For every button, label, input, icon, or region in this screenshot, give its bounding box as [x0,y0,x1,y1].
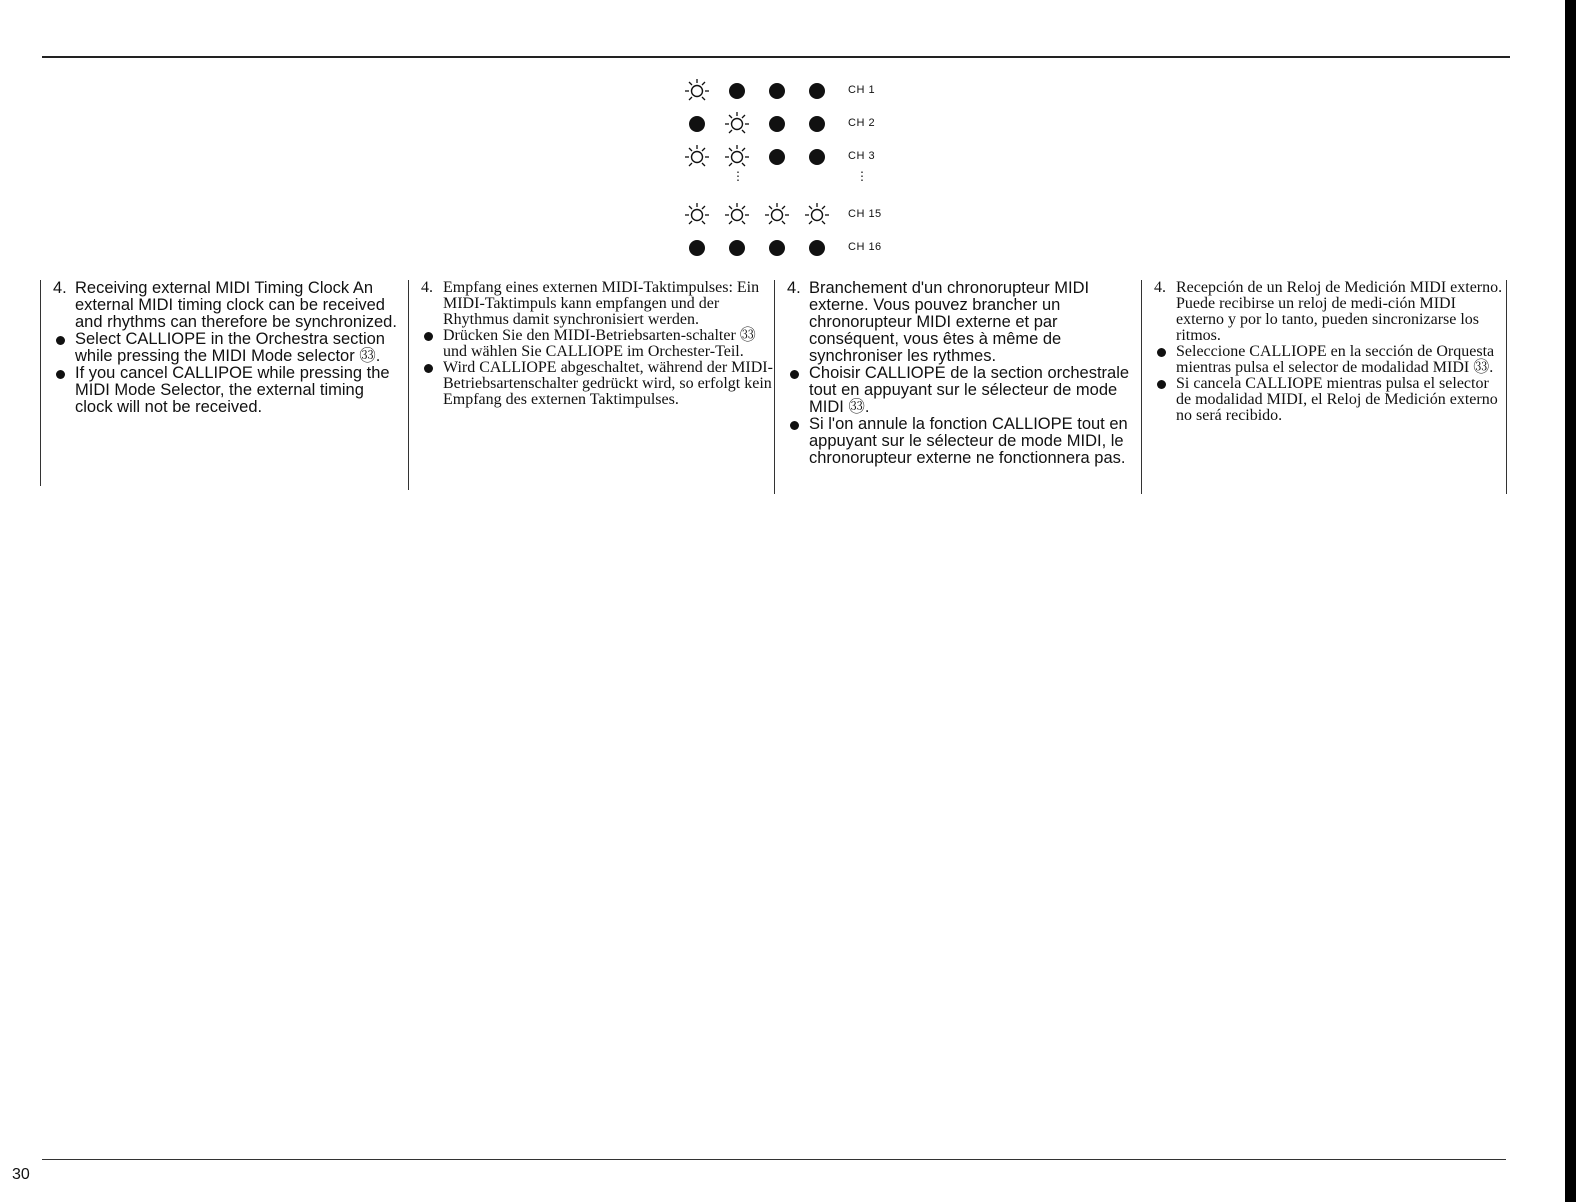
led-lit-icon [804,202,830,228]
led-lit-icon [724,144,750,170]
channel-label: CH 15 [848,208,882,220]
led-dark-icon [724,78,750,104]
column-german [408,280,773,490]
channel-label: CH 16 [848,241,882,253]
heading-number: 4. [787,279,801,297]
list-item: Select CALLIOPE in the Orchestra section while pressing the MIDI Mode selector ㉝. [53,331,401,365]
led-dark-icon [804,111,830,137]
led-dark-icon [764,111,790,137]
heading-number: 4. [421,279,433,296]
led-lit-icon [684,78,710,104]
led-dark-icon [684,235,710,261]
column-spanish [1141,280,1504,494]
diagram-row-ch3 [684,144,904,170]
led-dark-icon [724,235,750,261]
led-dark-icon [764,78,790,104]
led-lit-icon [764,202,790,228]
led-lit-icon [724,111,750,137]
list-item: Seleccione CALLIOPE en la sección de Orquesta mientras pulsa el selector de modalidad MIDI ㉝. [1154,344,1504,376]
list-item: Si cancela CALLIOPE mientras pulsa el selector de modalidad MIDI, el Reloj de Medición externo no será recibido. [1154,376,1504,424]
heading-number: 4. [1154,279,1166,296]
led-lit-icon [684,144,710,170]
list-item: Si l'on annule la fonction CALLIOPE tout en appuyant sur le sélecteur de mode MIDI, le chronorupteur externe ne fonctionnera pas. [787,416,1139,467]
page-number: 30 [12,1166,30,1183]
led-dark-icon [764,235,790,261]
led-dark-icon [804,78,830,104]
heading-text: Empfang eines externen MIDI-Taktimpulses: Ein MIDI-Taktimpuls kann empfangen und der Rhythmus damit synchronisiert werden. [443,279,760,328]
list-item: Wird CALLIOPE abgeschaltet, während der MIDI-Betriebsartenschalter gedrückt wird, so erfolgt kein Empfang des externen Taktimpulses. [421,360,773,408]
column-french [774,280,1139,494]
bottom-rule [42,1159,1506,1160]
section-heading [787,280,1139,365]
led-dark-icon [764,144,790,170]
top-rule [42,56,1510,58]
heading-text: Recepción de un Reloj de Medición MIDI externo. Puede recibirse un reloj de medi-ción MIDI externo y por lo tanto, pueden sincronizarse los ritmos. [1176,279,1503,344]
diagram-row-ch1 [684,78,904,104]
channel-label: CH 1 [848,84,876,96]
led-lit-icon [684,202,710,228]
ellipsis-vertical-icon: ⋮ [732,169,744,183]
led-dark-icon [684,111,710,137]
heading-text: Branchement d'un chronorupteur MIDI externe. Vous pouvez brancher un chronorupteur MIDI externe et par conséquent, vous êtes à même de synchroniser les rythmes. [809,279,1090,365]
column-english [40,280,401,486]
diagram-row-ch16 [684,235,904,261]
list-item: If you cancel CALLIPOE while pressing the MIDI Mode Selector, the external timing clock will not be received. [53,365,401,416]
section-heading [1154,280,1504,344]
midi-channel-led-diagram [684,78,904,258]
section-heading [421,280,773,328]
heading-number: 4. [53,279,67,297]
led-lit-icon [724,202,750,228]
section-heading [53,280,401,331]
channel-label: CH 3 [848,150,876,162]
list-item: Drücken Sie den MIDI-Betriebsarten-schalter ㉝ und wählen Sie CALLIOPE im Orchester-Teil. [421,328,773,360]
diagram-row-ch15 [684,202,904,228]
led-dark-icon [804,144,830,170]
heading-text: Receiving external MIDI Timing Clock An external MIDI timing clock can be received and rhythms can therefore be synchronized. [75,279,397,331]
ellipsis-vertical-icon: ⋮ [856,169,868,183]
channel-label: CH 2 [848,117,876,129]
led-dark-icon [804,235,830,261]
diagram-row-ch2 [684,111,904,137]
page-edge-bar [1565,0,1576,1202]
list-item: Choisir CALLIOPE de la section orchestrale tout en appuyant sur le sélecteur de mode MIDI ㉝. [787,365,1139,416]
column-divider [1506,280,1507,494]
